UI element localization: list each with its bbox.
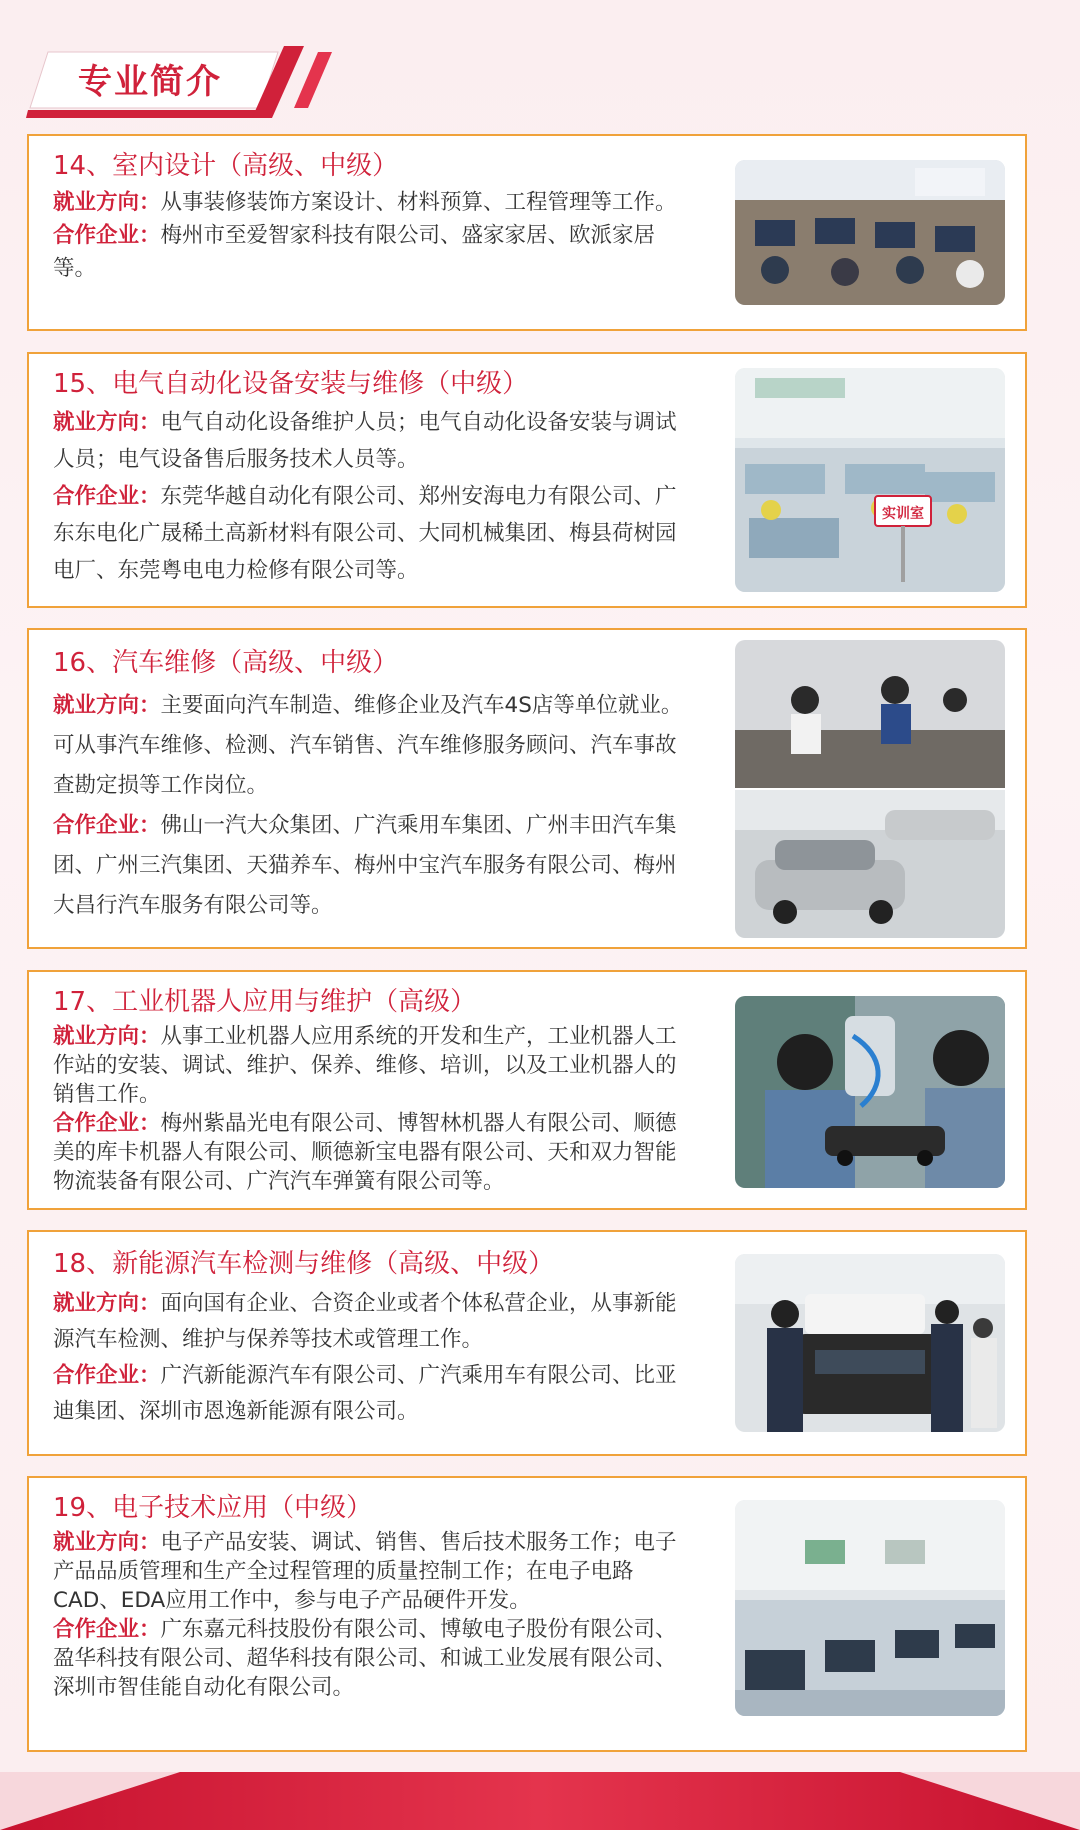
section-header	[26, 46, 356, 118]
job-text: 从事工业机器人应用系统的开发和生产，工业机器人工作站的安装、调试、维护、保养、维修、培训，以及工业机器人的销售工作。	[53, 1024, 677, 1107]
major-card-text	[53, 364, 693, 589]
electronics-lab-photo	[735, 1500, 1005, 1716]
lab-photo	[735, 368, 1005, 592]
coop-label: 合作企业	[53, 1363, 140, 1388]
major-title: 19、电子技术应用（中级）	[53, 1493, 373, 1523]
coop-label: 合作企业	[53, 1111, 140, 1136]
major-card-16	[27, 628, 1027, 949]
job-direction: 就业方向：主要面向汽车制造、维修企业及汽车4S店等单位就业。可从事汽车维修、检测、汽车销售、汽车维修服务顾问、汽车事故查勘定损等工作岗位。	[53, 693, 683, 798]
job-direction: 就业方向：电气自动化设备维护人员；电气自动化设备安装与调试人员；电气设备售后服务技术人员等。	[53, 410, 677, 472]
coop-text: 东莞华越自动化有限公司、郑州安海电力有限公司、广东东电化广晟稀土高新材料有限公司、大同机械集团、梅县荷树园电厂、东莞粤电电力检修有限公司等。	[53, 484, 677, 583]
job-text: 从事装修装饰方案设计、材料预算、工程管理等工作。	[160, 190, 677, 215]
job-text: 电气自动化设备维护人员；电气自动化设备安装与调试人员；电气设备售后服务技术人员等。	[53, 410, 677, 472]
major-title: 17、工业机器人应用与维护（高级）	[53, 987, 477, 1017]
job-label: 就业方向	[53, 693, 140, 718]
cooperation: 合作企业：广东嘉元科技股份有限公司、博敏电子股份有限公司、盈华科技有限公司、超华科技有限公司、和诚工业发展有限公司、深圳市智佳能自动化有限公司。	[53, 1617, 677, 1700]
major-card-14	[27, 134, 1027, 331]
major-card-19	[27, 1476, 1027, 1752]
coop-text: 梅州紫晶光电有限公司、博智林机器人有限公司、顺德美的库卡机器人有限公司、顺德新宝电器有限公司、天和双力智能物流装备有限公司、广汽汽车弹簧有限公司等。	[53, 1111, 677, 1194]
major-title: 18、新能源汽车检测与维修（高级、中级）	[53, 1249, 555, 1279]
bottom-decorative-band	[0, 1772, 1080, 1830]
major-title: 14、室内设计（高级、中级）	[53, 151, 399, 181]
major-card-text	[53, 982, 693, 1196]
major-card-text	[53, 640, 693, 926]
job-direction: 就业方向：面向国有企业、合资企业或者个体私营企业，从事新能源汽车检测、维护与保养等技术或管理工作。	[53, 1291, 677, 1352]
classroom-photo	[735, 160, 1005, 305]
job-label: 就业方向	[53, 1530, 140, 1555]
job-label: 就业方向	[53, 190, 140, 215]
job-direction: 就业方向：从事工业机器人应用系统的开发和生产，工业机器人工作站的安装、调试、维护、保养、维修、培训，以及工业机器人的销售工作。	[53, 1024, 677, 1107]
section-title: 专业简介	[78, 62, 222, 102]
job-label: 就业方向	[53, 1291, 140, 1316]
major-card-text	[53, 1488, 693, 1702]
major-card-17	[27, 970, 1027, 1210]
cooperation: 合作企业：广汽新能源汽车有限公司、广汽乘用车有限公司、比亚迪集团、深圳市恩逸新能源有限公司。	[53, 1363, 677, 1424]
cooperation: 合作企业：梅州市至爱智家科技有限公司、盛家家居、欧派家居等。	[53, 223, 656, 281]
coop-label: 合作企业	[53, 223, 140, 248]
job-direction: 就业方向：电子产品安装、调试、销售、售后技术服务工作；电子产品品质管理和生产全过程管理的质量控制工作；在电子电路CAD、EDA应用工作中，参与电子产品硬件开发。	[53, 1530, 677, 1613]
band-right-cut	[900, 1772, 1080, 1830]
major-card-18	[27, 1230, 1027, 1456]
major-title: 15、电气自动化设备安装与维修（中级）	[53, 369, 529, 399]
auto-repair-photo	[735, 640, 1005, 938]
cooperation: 合作企业：东莞华越自动化有限公司、郑州安海电力有限公司、广东东电化广晟稀土高新材料有限公司、大同机械集团、梅县荷树园电厂、东莞粤电电力检修有限公司等。	[53, 484, 677, 583]
robot-photo	[735, 996, 1005, 1188]
major-card-text	[53, 1242, 693, 1430]
lab-sign-text: 实训室	[882, 506, 924, 522]
job-label: 就业方向	[53, 1024, 140, 1049]
major-card-15	[27, 352, 1027, 608]
job-text: 电子产品安装、调试、销售、售后技术服务工作；电子产品品质管理和生产全过程管理的质量控制工作；在电子电路CAD、EDA应用工作中，参与电子产品硬件开发。	[53, 1530, 677, 1613]
coop-label: 合作企业	[53, 1617, 140, 1642]
cooperation: 合作企业：梅州紫晶光电有限公司、博智林机器人有限公司、顺德美的库卡机器人有限公司、顺德新宝电器有限公司、天和双力智能物流装备有限公司、广汽汽车弹簧有限公司等。	[53, 1111, 677, 1194]
coop-text: 佛山一汽大众集团、广汽乘用车集团、广州丰田汽车集团、广州三汽集团、天猫养车、梅州中宝汽车服务有限公司、梅州大昌行汽车服务有限公司等。	[53, 813, 677, 918]
cooperation: 合作企业：佛山一汽大众集团、广汽乘用车集团、广州丰田汽车集团、广州三汽集团、天猫养车、梅州中宝汽车服务有限公司、梅州大昌行汽车服务有限公司等。	[53, 813, 677, 918]
coop-text: 广东嘉元科技股份有限公司、博敏电子股份有限公司、盈华科技有限公司、超华科技有限公司、和诚工业发展有限公司、深圳市智佳能自动化有限公司。	[53, 1617, 677, 1700]
band-left-cut	[0, 1772, 180, 1830]
coop-text: 广汽新能源汽车有限公司、广汽乘用车有限公司、比亚迪集团、深圳市恩逸新能源有限公司。	[53, 1363, 677, 1424]
ev-workshop-photo	[735, 1254, 1005, 1432]
major-card-text	[53, 146, 693, 285]
coop-text: 梅州市至爱智家科技有限公司、盛家家居、欧派家居等。	[53, 223, 656, 281]
coop-label: 合作企业	[53, 813, 140, 838]
job-direction: 就业方向：从事装修装饰方案设计、材料预算、工程管理等工作。	[53, 190, 677, 215]
major-title: 16、汽车维修（高级、中级）	[53, 648, 399, 678]
job-text: 面向国有企业、合资企业或者个体私营企业，从事新能源汽车检测、维护与保养等技术或管理工作。	[53, 1291, 677, 1352]
job-text: 主要面向汽车制造、维修企业及汽车4S店等单位就业。可从事汽车维修、检测、汽车销售、汽车维修服务顾问、汽车事故查勘定损等工作岗位。	[53, 693, 683, 798]
job-label: 就业方向	[53, 410, 140, 435]
coop-label: 合作企业	[53, 484, 140, 509]
